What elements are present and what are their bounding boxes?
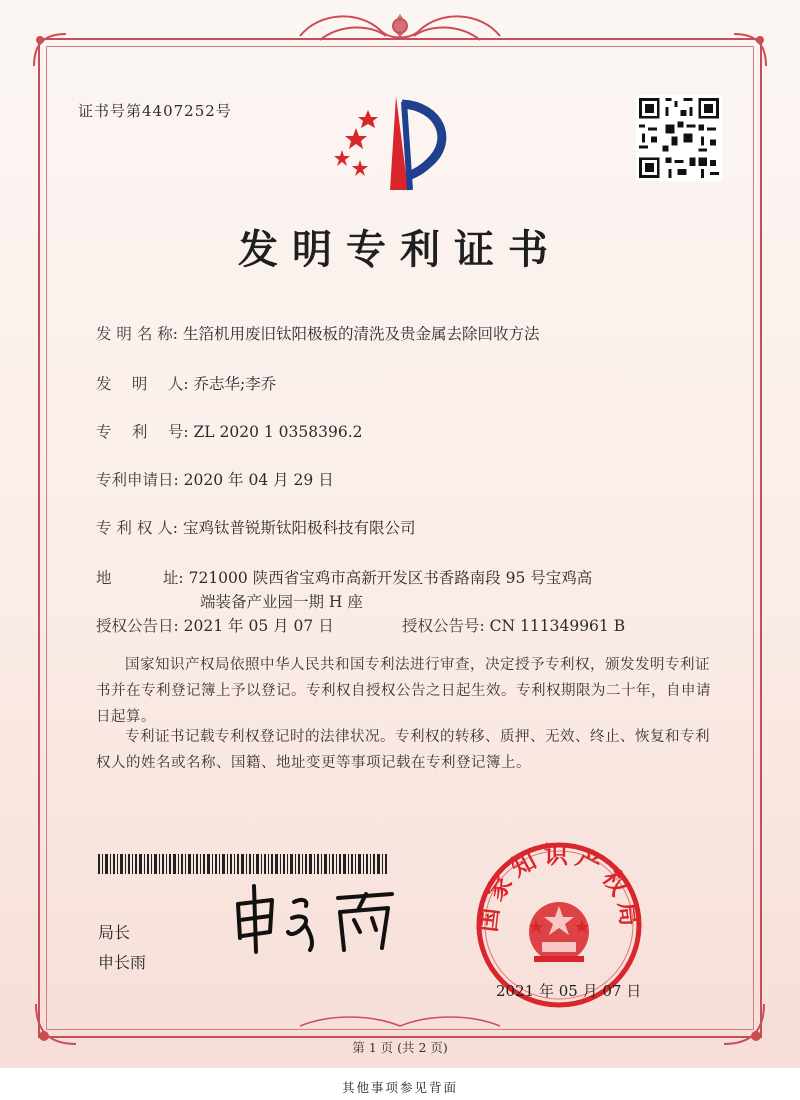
address-value-line2: 端装备产业园一期 H 座 xyxy=(200,593,363,611)
seal-date: 2021 年 05 月 07 日 xyxy=(496,982,642,1000)
top-ornament xyxy=(280,6,520,50)
invention-name-row xyxy=(96,322,539,344)
grant-date-label: 授权公告日: xyxy=(96,617,179,635)
address-label: 地 址: xyxy=(96,569,184,587)
director-name: 申长雨 xyxy=(98,953,147,972)
grant-number-value: CN 111349961 B xyxy=(489,617,626,635)
inventor-value: 乔志华;李乔 xyxy=(193,375,277,393)
inventor-row xyxy=(96,372,276,394)
seal-text: 国家知识产权局 xyxy=(474,840,644,934)
legal-paragraph-2: 专利证书记载专利权登记时的法律状况。专利权的转移、质押、无效、终止、恢复和专利权人的姓名或名称、国籍、地址变更等事项记载在专利登记簿上。 xyxy=(96,729,710,771)
director-signature xyxy=(232,880,432,960)
grant-date-value: 2021 年 05 月 07 日 xyxy=(183,617,334,635)
corner-ornament-top-left xyxy=(30,30,70,70)
address-row xyxy=(96,566,592,588)
patentee-value: 宝鸡钛普锐斯钛阳极科技有限公司 xyxy=(182,519,416,537)
bottom-ornament xyxy=(290,1012,510,1038)
invention-name-value: 生箔机用废旧钛阳极板的清洗及贵金属去除回收方法 xyxy=(182,325,540,343)
grant-number-label: 授权公告号: xyxy=(402,617,485,635)
address-value-line1: 721000 陕西省宝鸡市高新开发区书香路南段 95 号宝鸡高 xyxy=(188,569,593,587)
corner-ornament-top-right xyxy=(730,30,770,70)
patent-office-emblem xyxy=(330,90,460,200)
patentee-row xyxy=(96,516,415,538)
qr-code xyxy=(636,95,722,181)
patent-number-label: 专 利 号: xyxy=(96,423,189,441)
application-date-label: 专利申请日: xyxy=(96,471,179,489)
invention-name-label: 发 明 名 称: xyxy=(96,325,179,343)
certificate-title: 发明专利证书 xyxy=(238,226,562,273)
director-title: 局长 xyxy=(98,923,131,942)
application-date-row xyxy=(96,468,334,490)
inventor-label: 发 明 人: xyxy=(96,375,189,393)
grant-number-row xyxy=(402,614,625,636)
footer-note: 其他事项参见背面 xyxy=(341,1080,458,1095)
certificate-number: 证书号第4407252号 xyxy=(78,102,232,120)
barcode xyxy=(98,854,388,874)
legal-paragraph-1: 国家知识产权局依照中华人民共和国专利法进行审查，决定授予专利权，颁发发明专利证书并在专利登记簿上予以登记。专利权自授权公告之日起生效。专利权期限为二十年，自申请日起算。 xyxy=(96,657,711,725)
page-number: 第 1 页 (共 2 页) xyxy=(352,1040,448,1055)
patentee-label: 专 利 权 人: xyxy=(96,519,179,537)
application-date-value: 2020 年 04 月 29 日 xyxy=(183,471,334,489)
patent-number-row xyxy=(96,420,363,442)
grant-date-row xyxy=(96,614,334,636)
patent-number-value: ZL 2020 1 0358396.2 xyxy=(193,423,363,441)
